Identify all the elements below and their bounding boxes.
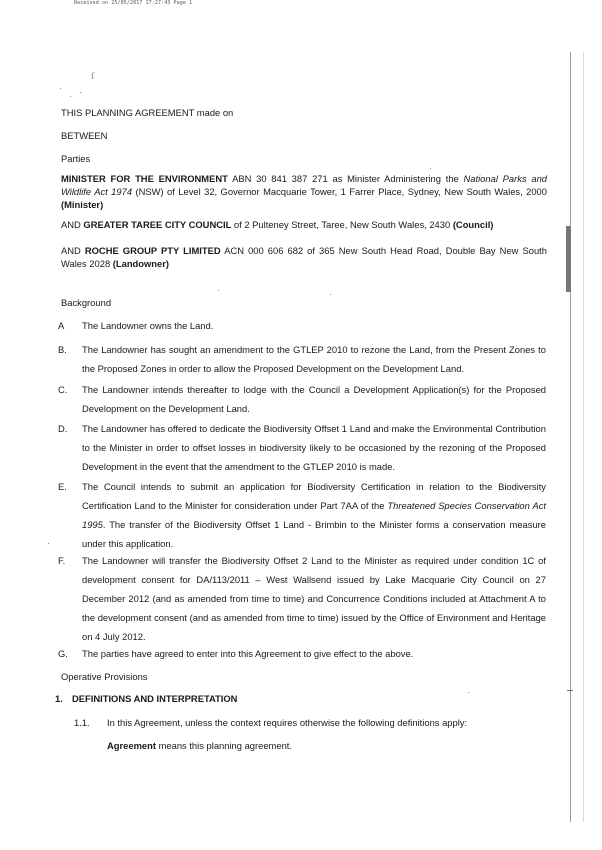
act-name: National Parks and Wildlife Act 1974 — [61, 173, 548, 197]
scan-speck — [430, 168, 431, 169]
parties-heading: Parties — [61, 153, 91, 164]
party-role: (Landowner) — [112, 258, 170, 269]
recital-letter: A — [58, 320, 65, 331]
recital-text: The Landowner has offered to dedicate the Biodiversity Offset 1 Land and make the Environmental Contribution to the Minister in order to offset losses in biodiversity likely to be occasioned by the rezoning of the Proposed Development in the event that the amendment to the GTLEP 2010 is made. — [82, 423, 546, 472]
recital-letter: B. — [58, 344, 67, 355]
operative-heading: Operative Provisions — [61, 671, 148, 682]
recital-text: The Council intends to submit an application for Biodiversity Certification in relation to the Biodiversity Certification Land to the Minister for consideration under Part 7AA of the Threatened Species Conservation Act 1995. The transfer of the Biodiversity Offset 1 Land - Brimbin to the Minister forms a conservation measure under this application. — [82, 481, 546, 549]
scan-speck — [330, 294, 331, 295]
recital-letter: C. — [58, 384, 68, 395]
party-name: MINISTER FOR THE ENVIRONMENT — [61, 173, 228, 184]
party-landowner: AND ROCHE GROUP PTY LIMITED ACN 000 606 682 of 365 New South Head Road, Double Bay New South Wales 2028 (Landowner) — [61, 245, 547, 269]
act-name: Threatened Species Conservation Act 1995 — [82, 500, 546, 530]
scan-edge-tick — [567, 690, 573, 691]
section-title: DEFINITIONS AND INTERPRETATION — [72, 693, 238, 704]
recital-text: The Landowner owns the Land. — [82, 320, 214, 331]
recital-text: The Landowner will transfer the Biodiversity Offset 2 Land to the Minister as required under condition 1C of development consent for DA/113/2011 – West Wallsend issued by Lake Macquarie City Council on 27 December 2012 (and as amended from time to time) and Concurrence Conditions included at Attachment A to the development consent (and as amended from time to time) issued by the Office of Environment and Heritage on 4 July 2012. — [82, 555, 546, 642]
recital-text: The Landowner intends thereafter to lodge with the Council a Development Application(s) for the Proposed Development on the Development Land. — [82, 384, 546, 414]
recital-letter: E. — [58, 481, 67, 492]
recital-letter: D. — [58, 423, 68, 434]
scan-speck — [80, 92, 81, 93]
party-name: GREATER TAREE CITY COUNCIL — [83, 219, 232, 230]
clause-number: 1.1. — [74, 717, 90, 728]
fax-header: Received on 25/05/2017 17:27:43 Page 1 — [74, 0, 193, 6]
definition-agreement: Agreement means this planning agreement. — [107, 740, 293, 751]
scan-speck — [48, 543, 49, 544]
recital-letter: G. — [58, 648, 68, 659]
scan-scribble: ſ — [91, 72, 94, 81]
party-council: AND GREATER TAREE CITY COUNCIL of 2 Pulteney Street, Taree, New South Wales, 2430 (Council) — [61, 219, 494, 230]
definition-term: Agreement — [107, 740, 156, 751]
party-role: (Minister) — [61, 199, 104, 210]
party-minister: MINISTER FOR THE ENVIRONMENT ABN 30 841 387 271 as Minister Administering the National Parks and Wildlife Act 1974 (NSW) of Level 32, Governor Macquarie Tower, 1 Farrer Place, Sydney, New South Wales, 2000 (Minister) — [61, 173, 548, 210]
between-heading: BETWEEN — [61, 130, 108, 141]
party-role: (Council) — [452, 219, 494, 230]
scan-speck — [60, 88, 61, 89]
scan-speck — [218, 290, 219, 291]
section-number: 1. — [55, 693, 63, 704]
clause-text: In this Agreement, unless the context requires otherwise the following definitions apply: — [107, 717, 468, 728]
background-heading: Background — [61, 297, 112, 308]
recital-letter: F. — [58, 555, 66, 566]
scan-edge-bar — [566, 226, 571, 292]
scan-speck — [468, 692, 469, 693]
party-name: ROCHE GROUP PTY LIMITED — [84, 245, 221, 256]
scan-edge-faint — [583, 52, 584, 822]
recital-text: The parties have agreed to enter into this Agreement to give effect to the above. — [82, 648, 414, 659]
agreement-title: THIS PLANNING AGREEMENT made on — [61, 107, 234, 118]
scan-speck — [70, 96, 71, 97]
scan-edge-line — [570, 52, 571, 822]
recital-text: The Landowner has sought an amendment to the GTLEP 2010 to rezone the Land, from the Present Zones to the Proposed Zones in order to allow the Proposed Development on the Development Land. — [82, 344, 546, 374]
